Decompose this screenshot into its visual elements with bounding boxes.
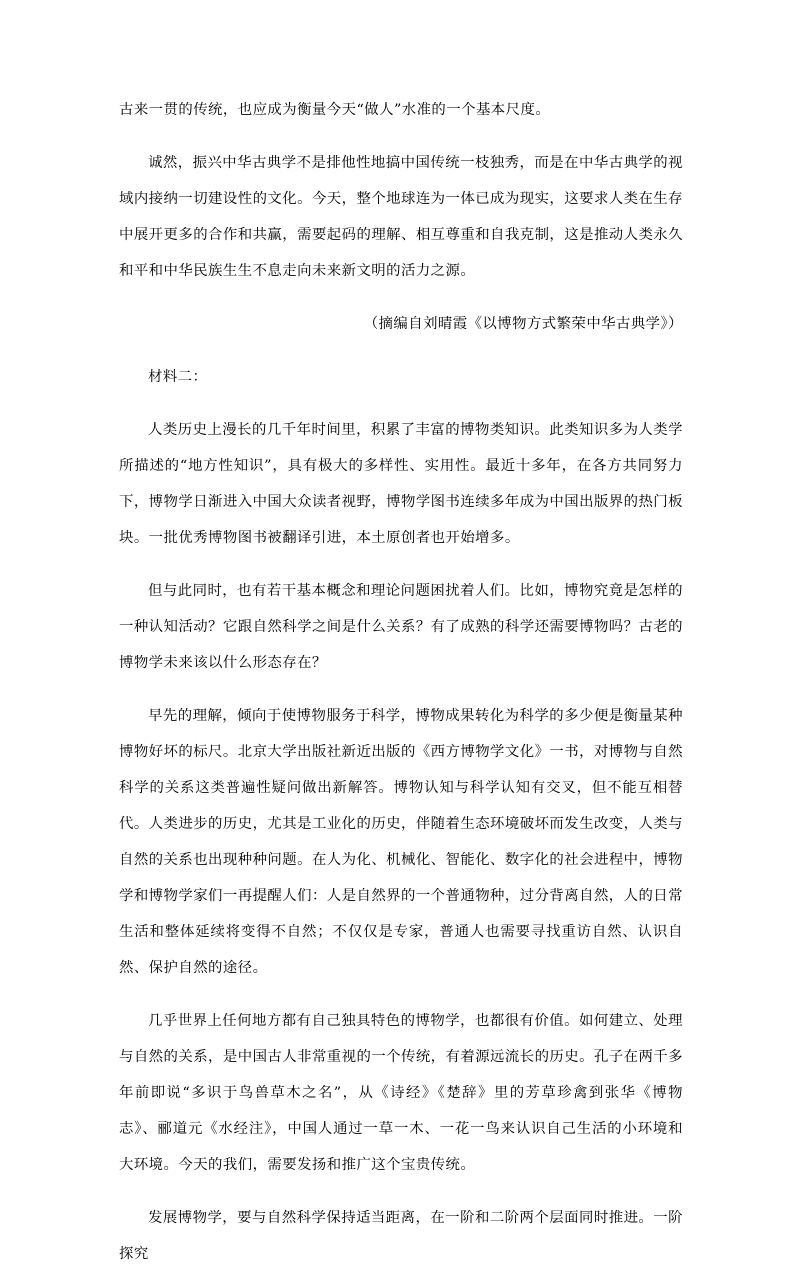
paragraph-continued: 古来一贯的传统，也应成为衡量今天“做人”水准的一个基本尺度。 [119,102,551,118]
source-note: （摘编自刘晴霞《以博物方式繁荣中华古典学》） [363,316,683,332]
paragraph: 早先的理解，倾向于使博物服务于科学，博物成果转化为科学的多少便是衡量某种博物好坏的标尺。北京大学出版社新近出版的《西方博物学文化》一书，对博物与自然科学的关系这类普遍性疑问做出新解答。博物认知与科学认知有交叉，但不能互相替代。人类进步的历史，尤其是工业化的历史，伴随着生态环境破坏而发生改变，人类与自然的关系也出现种种问题。在人为化、机械化、智能化、数字化的社会进程中，博物学和博物学家们一再提醒人们：人是自然界的一个普通物种，过分背离自然，人的日常生活和整体延续将变得不自然；不仅仅是专家，普通人也需要寻找重访自然、认识自然、保护自然的途径。 [119,708,683,976]
paragraph: 但与此同时，也有若干基本概念和理论问题困扰着人们。比如，博物究竟是怎样的一种认知活动？它跟自然科学之间是什么关系？有了成熟的科学还需要博物吗？古老的博物学未来该以什么形态存在？ [119,583,683,671]
paragraph: 人类历史上漫长的几千年时间里，积累了丰富的博物类知识。此类知识多为人类学所描述的“地方性知识”，具有极大的多样性、实用性。最近十多年，在各方共同努力下，博物学日渐进入中国大众读者视野，博物学图书连续多年成为中国出版界的热门板块。一批优秀博物图书被翻译引进，本土原创者也开始增多。 [119,422,683,546]
document-body [119,92,683,1272]
paragraph: 诚然，振兴中华古典学不是排他性地搞中国传统一枝独秀，而是在中华古典学的视域内接纳一切建设性的文化。今天，整个地球连为一体已成为现实，这要求人类在生存中展开更多的合作和共赢，需要起码的理解、相互尊重和自我克制，这是推动人类永久和平和中华民族生生不息走向未来新文明的活力之源。 [119,155,683,279]
paragraph: 几乎世界上任何地方都有自己独具特色的博物学，也都很有价值。如何建立、处理与自然的关系，是中国古人非常重视的一个传统，有着源远流长的历史。孔子在两千多年前即说“多识于鸟兽草木之名”，从《诗经》《楚辞》里的芳草珍禽到张华《博物志》、郦道元《水经注》，中国人通过一草一木、一花一鸟来认识自己生活的小环境和大环境。今天的我们，需要发扬和推广这个宝贵传统。 [119,1013,683,1173]
material-heading: 材料二： [148,369,208,385]
paragraph: 发展博物学，要与自然科学保持适当距离，在一阶和二阶两个层面同时推进。一阶探究 [119,1210,683,1262]
